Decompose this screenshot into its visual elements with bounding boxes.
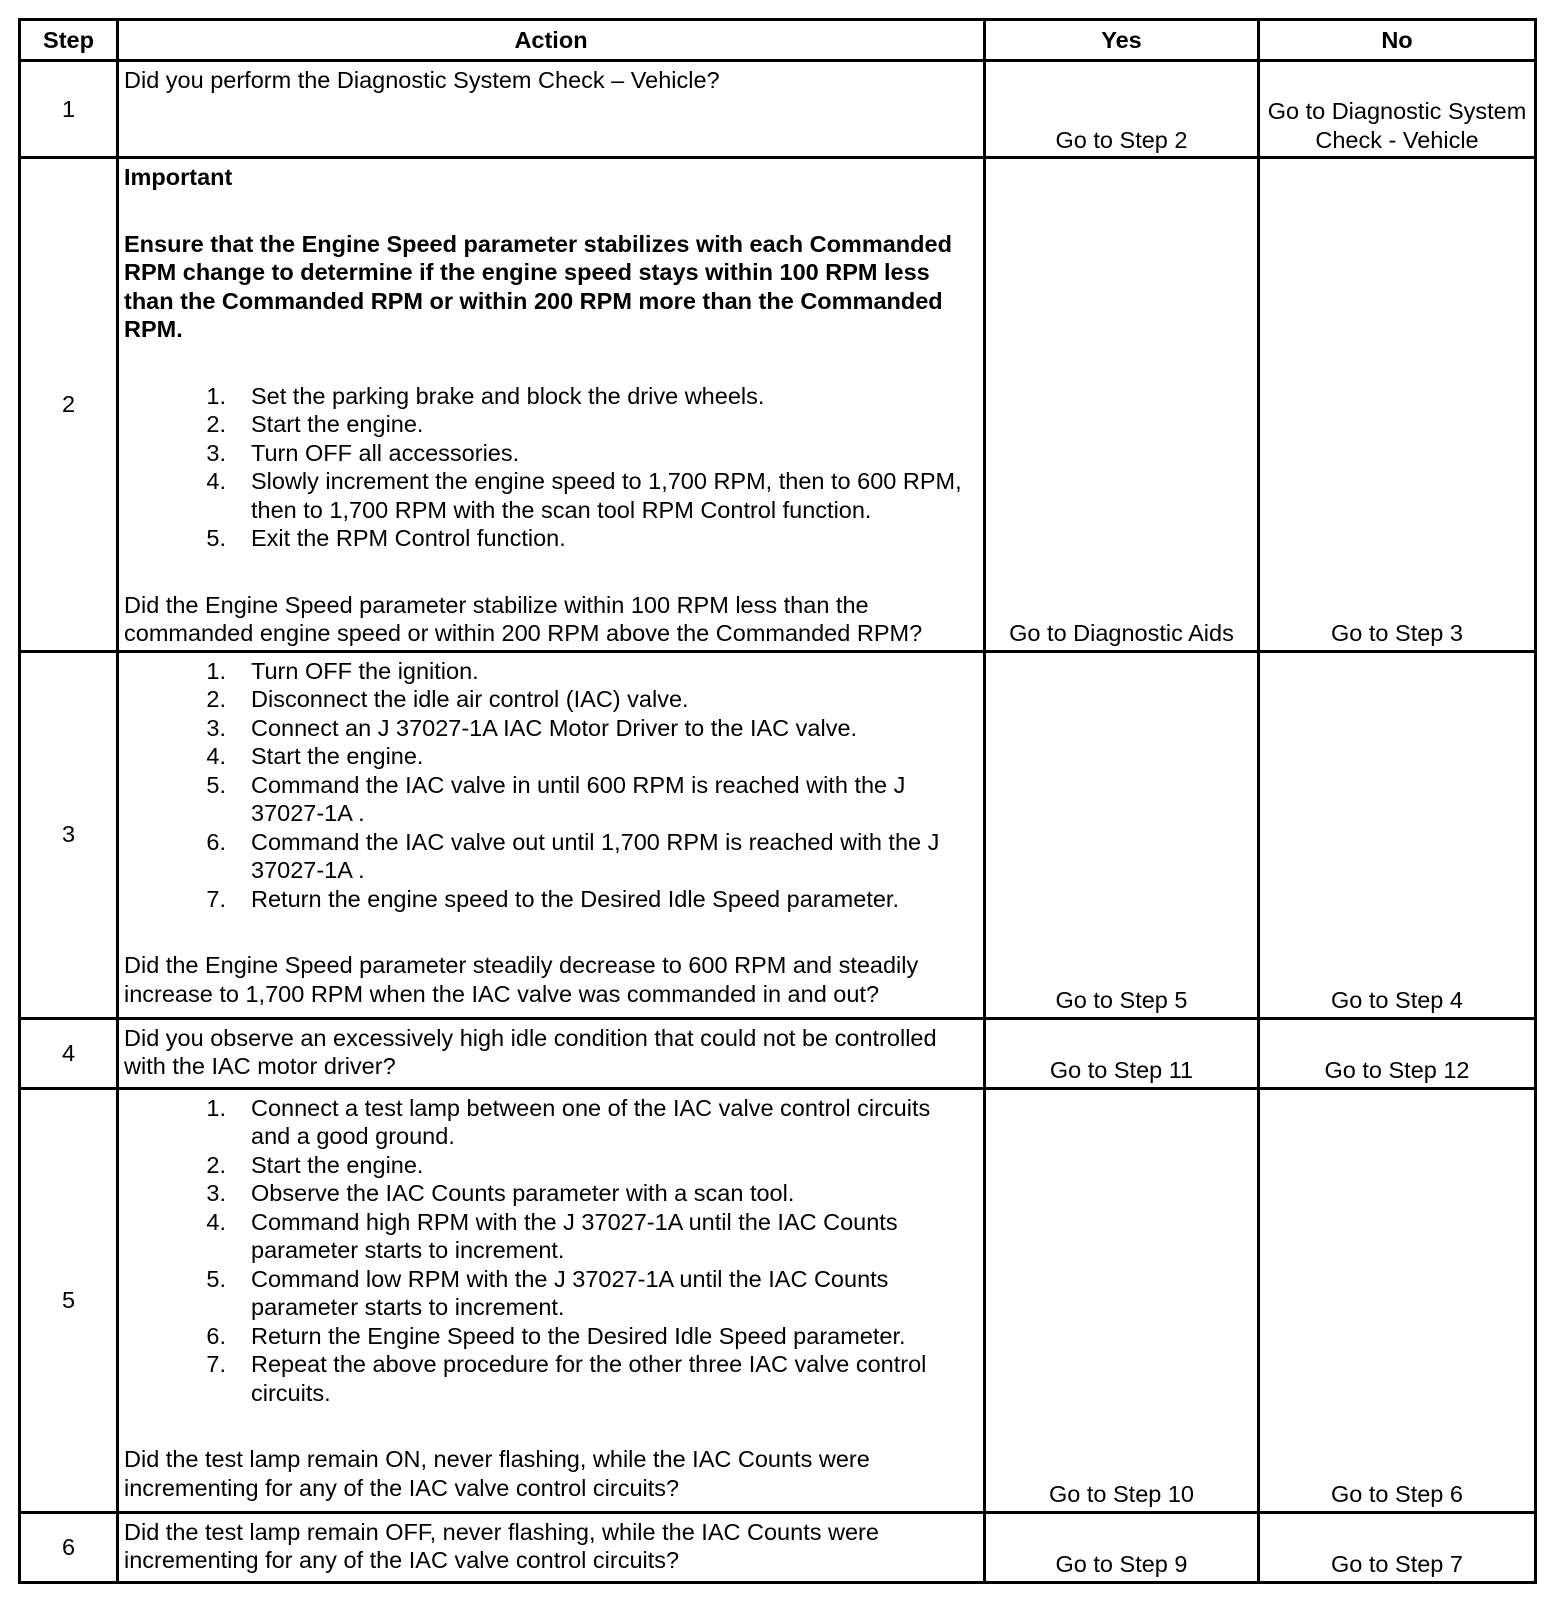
header-no: No [1259, 20, 1536, 61]
header-yes: Yes [985, 20, 1259, 61]
action-cell [118, 1018, 985, 1088]
header-step: Step [20, 20, 118, 61]
action-cell [118, 651, 985, 1018]
no-result: Go to Step 7 [1259, 1512, 1536, 1582]
yes-result: Go to Step 5 [985, 651, 1259, 1018]
question-text: Did the Engine Speed parameter stabilize within 100 RPM less than the commanded engine speed or within 200 RPM above the Commanded RPM? [124, 591, 923, 646]
list-item: 6 . Return the Engine Speed to the Desired Idle Speed parameter. [124, 1322, 979, 1351]
list-item: 2 . Start the engine. [124, 410, 979, 439]
question-text: Did you observe an excessively high idle condition that could not be controlled with the IAC motor driver? [124, 1024, 937, 1079]
table-row [20, 1088, 1536, 1512]
action-cell [118, 1512, 985, 1582]
table-row [20, 651, 1536, 1018]
table-row [20, 158, 1536, 652]
action-cell [118, 158, 985, 652]
step-number: 1 [20, 61, 118, 158]
list-item: 7 . Repeat the above procedure for the other three IAC valve control circuits. [124, 1350, 979, 1407]
list-item: 5 . Command the IAC valve in until 600 RPM is reached with the J 37027-1A . [124, 771, 979, 828]
step-number: 3 [20, 651, 118, 1018]
yes-result: Go to Step 11 [985, 1018, 1259, 1088]
question-text: Did you perform the Diagnostic System Check – Vehicle? [124, 67, 720, 93]
question-text: Did the Engine Speed parameter steadily decrease to 600 RPM and steadily increase to 1,700 RPM when the IAC valve was commanded in and out? [124, 952, 919, 1007]
yes-result: Go to Diagnostic Aids [985, 158, 1259, 652]
important-label: Important [124, 164, 233, 190]
no-result: Go to Step 3 [1259, 158, 1536, 652]
header-action: Action [118, 20, 985, 61]
table-row [20, 1018, 1536, 1088]
list-item: 3 . Turn OFF all accessories. [124, 439, 979, 468]
header-row [20, 20, 1536, 61]
no-result: Go to Step 12 [1259, 1018, 1536, 1088]
yes-result: Go to Step 9 [985, 1512, 1259, 1582]
diagnostic-table [18, 18, 1537, 1584]
table-row [20, 61, 1536, 158]
list-item: 4 . Start the engine. [124, 742, 979, 771]
list-item: 1 . Turn OFF the ignition. [124, 657, 979, 686]
question-text: Did the test lamp remain OFF, never flashing, while the IAC Counts were incrementing for any of the IAC valve control circuits? [124, 1518, 879, 1573]
yes-result: Go to Step 2 [985, 61, 1259, 158]
list-item: 4 . Command high RPM with the J 37027-1A until the IAC Counts parameter starts to increment. [124, 1208, 979, 1265]
list-item: 6 . Command the IAC valve out until 1,700 RPM is reached with the J 37027-1A . [124, 828, 979, 885]
list-item: 2 . Start the engine. [124, 1151, 979, 1180]
step-number: 4 [20, 1018, 118, 1088]
list-item: 5 . Exit the RPM Control function. [124, 524, 979, 553]
list-item: 3 . Observe the IAC Counts parameter with a scan tool. [124, 1179, 979, 1208]
yes-result: Go to Step 10 [985, 1088, 1259, 1512]
list-item: 4 . Slowly increment the engine speed to 1,700 RPM, then to 600 RPM, then to 1,700 RPM with the scan tool RPM Control function. [124, 467, 979, 524]
table-row [20, 1512, 1536, 1582]
no-result: Go to Step 4 [1259, 651, 1536, 1018]
list-item: 3 . Connect an J 37027-1A IAC Motor Driver to the IAC valve. [124, 714, 979, 743]
list-item: 7 . Return the engine speed to the Desired Idle Speed parameter. [124, 885, 979, 914]
procedure-list [124, 1094, 979, 1408]
step-number: 6 [20, 1512, 118, 1582]
list-item: 5 . Command low RPM with the J 37027-1A until the IAC Counts parameter starts to increment. [124, 1265, 979, 1322]
step-number: 5 [20, 1088, 118, 1512]
no-result: Go to Diagnostic System Check - Vehicle [1259, 61, 1536, 158]
procedure-list [124, 657, 979, 914]
list-item: 2 . Disconnect the idle air control (IAC) valve. [124, 685, 979, 714]
procedure-list [124, 382, 979, 553]
question-text: Did the test lamp remain ON, never flashing, while the IAC Counts were incrementing for any of the IAC valve control circuits? [124, 1446, 870, 1501]
list-item: 1 . Set the parking brake and block the drive wheels. [124, 382, 979, 411]
no-result: Go to Step 6 [1259, 1088, 1536, 1512]
step-number: 2 [20, 158, 118, 652]
action-cell [118, 1088, 985, 1512]
action-cell [118, 61, 985, 158]
important-text: Ensure that the Engine Speed parameter stabilizes with each Commanded RPM change to determine if the engine speed stays within 100 RPM less than the Commanded RPM or within 200 RPM more than the Commanded RPM. [124, 230, 952, 342]
list-item: 1 . Connect a test lamp between one of the IAC valve control circuits and a good ground. [124, 1094, 979, 1151]
